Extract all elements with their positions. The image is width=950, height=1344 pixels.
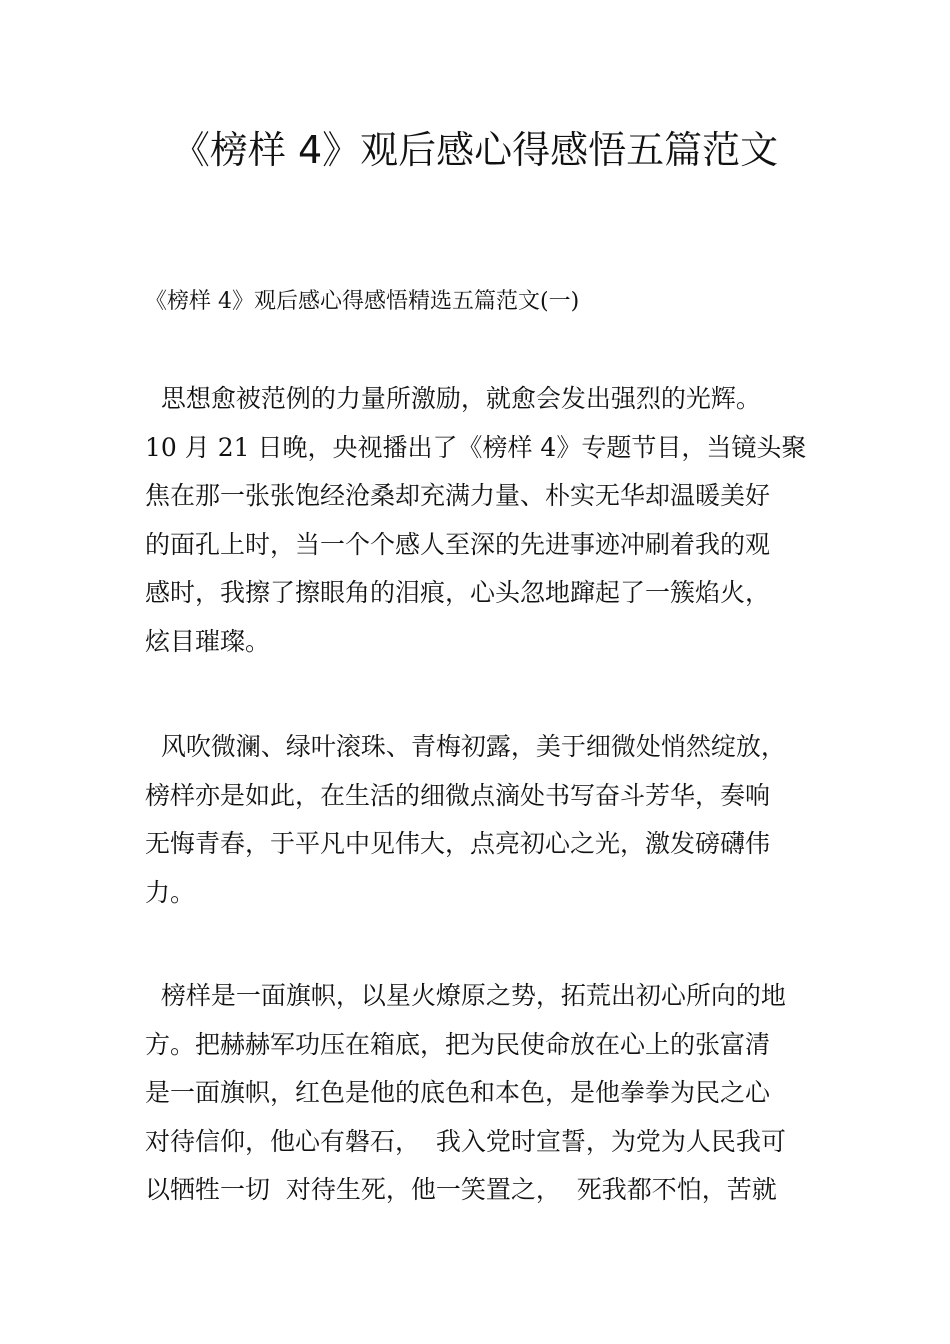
paragraph-line: 榜样亦是如此，在生活的细微点滴处书写奋斗芳华，奏响	[145, 780, 771, 810]
paragraph-line: 思想愈被范例的力量所激励，就愈会发出强烈的光辉。	[145, 384, 761, 413]
paragraph-line: 对待信仰，他心有磐石， 我入党时宣誓，为党为人民我可	[145, 1126, 786, 1156]
paragraph-line: 是一面旗帜，红色是他的底色和本色，是他拳拳为民之心	[145, 1078, 771, 1108]
paragraph-line: 10 月 21 日晚，央视播出了《榜样 4》专题节目，当镜头聚	[145, 432, 807, 462]
paragraph-line: 风吹微澜、绿叶滚珠、青梅初露，美于细微处悄然绽放，	[145, 732, 786, 761]
paragraph-line: 焦在那一张张饱经沧桑却充满力量、朴实无华却温暖美好	[145, 481, 771, 511]
paragraph-line: 炫目璀璨。	[145, 626, 271, 656]
paragraph-line: 方。把赫赫军功压在箱底，把为民使命放在心上的张富清	[145, 1029, 771, 1059]
paragraph	[145, 723, 805, 917]
section-heading: 《榜样 4》观后感心得感悟精选五篇范文(一)	[145, 289, 580, 314]
paragraph-line: 以牺牲一切 对待生死，他一笑置之， 死我都不怕，苦就	[145, 1175, 777, 1205]
paragraph-line: 无悔青春，于平凡中见伟大，点亮初心之光，激发磅礴伟	[145, 829, 771, 859]
paragraph-line: 的面孔上时，当一个个感人至深的先进事迹冲刷着我的观	[145, 529, 771, 559]
paragraph	[145, 972, 805, 1215]
paragraph	[145, 375, 805, 667]
paragraph-line: 力。	[145, 877, 196, 907]
paragraph-line: 感时，我擦了擦眼角的泪痕，心头忽地蹿起了一簇焰火，	[145, 578, 771, 608]
paragraph-line: 榜样是一面旗帜，以星火燎原之势，拓荒出初心所向的地	[145, 981, 786, 1010]
document-title: 《榜样 4》观后感心得感悟五篇范文	[171, 128, 779, 172]
